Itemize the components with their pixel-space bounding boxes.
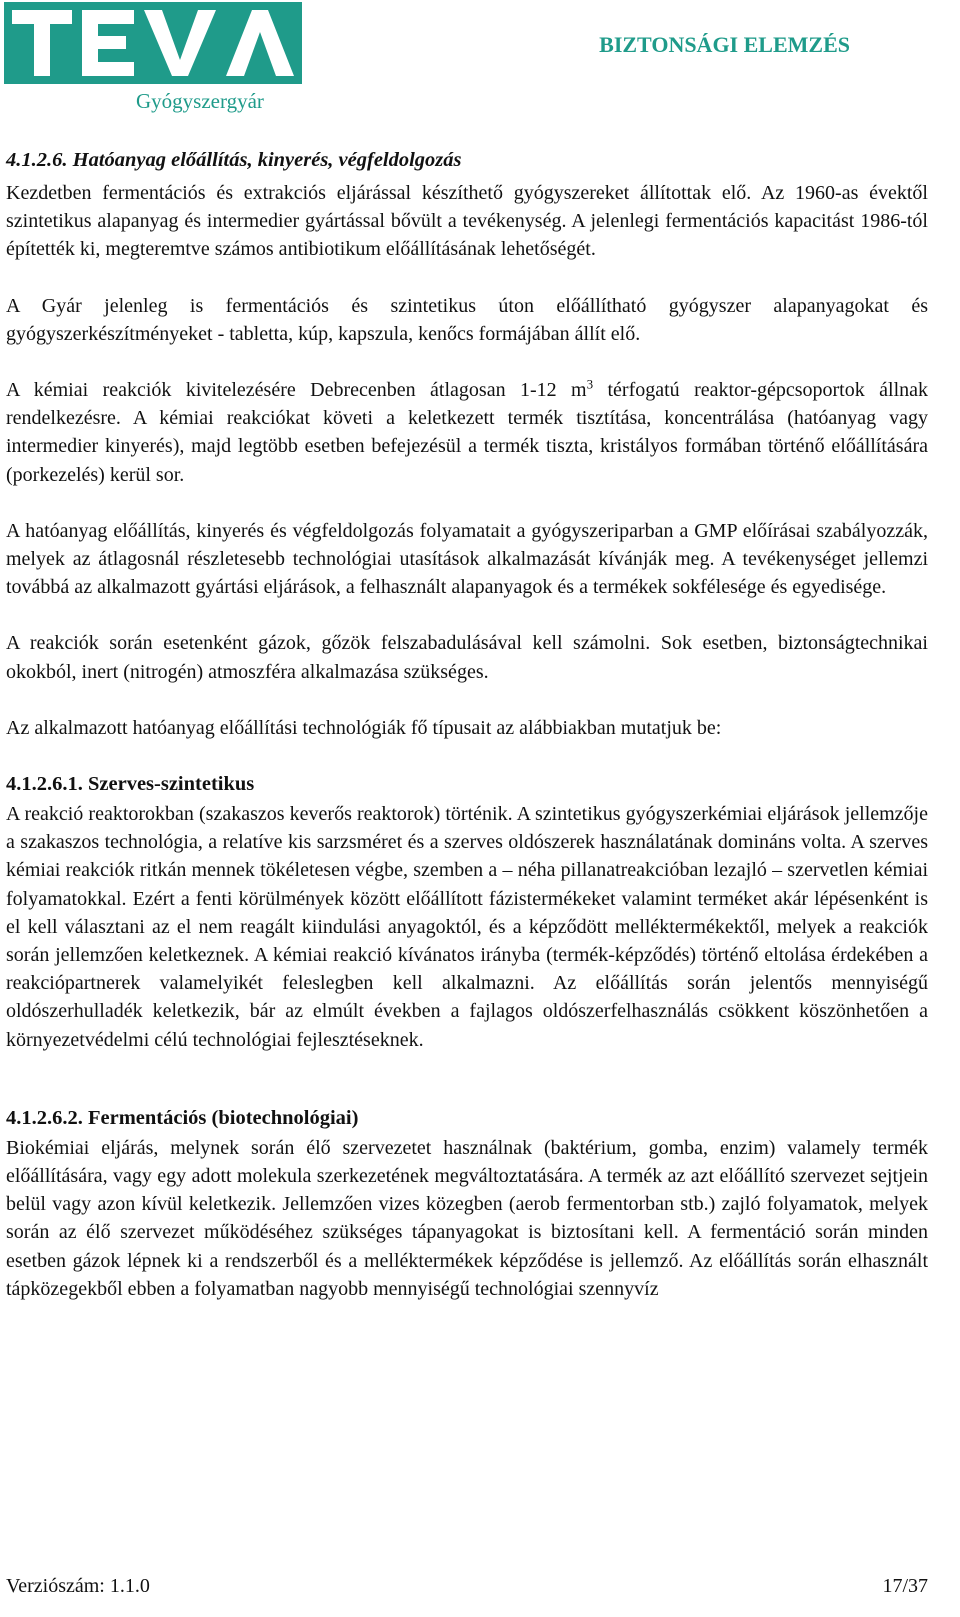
paragraph: Az alkalmazott hatóanyag előállítási technológiák fő típusait az alábbiakban mutatjuk be: — [6, 716, 722, 739]
paragraph-text: térfogatú reaktor-gépcsoportok állnak rendelkezésre. A kémiai reakciókat követi a keletkezett termék tisztítása, koncentrálása (hatóanyag vagy intermedier kinyerés), majd legtöbb esetben befejezésül a termék tiszta, kristályos formában történő előállítására (porkezelés) kerül sor. — [6, 379, 928, 486]
logo-subtitle: Gyógyszergyár — [136, 89, 264, 113]
subsection-heading: 4.1.2.6.1. Szerves-szintetikus — [6, 773, 255, 796]
section-heading: 4.1.2.6. Hatóanyag előállítás, kinyerés, végfeldolgozás — [6, 149, 462, 171]
paragraph: A hatóanyag előállítás, kinyerés és végfeldolgozás folyamatait a gyógyszeriparban a GMP előírásai szabályozzák, melyek az átlagosnál részletesebb technológiai utasítások alkalmazását kívánják meg. A tevékenységet jellemzi továbbá az alkalmazott gyártási eljárások, a felhasznált alapanyagok és a termékek sokfélesége és egyedisége. — [6, 519, 928, 599]
paragraph: Biokémiai eljárás, melynek során élő szervezetet használnak (baktérium, gomba, enzim) valamely termék előállítására, vagy egy adott molekula szerkezetének megváltoztatására. A termék az azt előállító szervezet sejtjein belül vagy azon kívül keletkezik. Jellemzően vizes közegben (aerob fermentorban stb.) zajló folyamatok, melyek során az élő szervezet működéséhez szükséges tápanyagokat is biztosítani kell. A fermentáció során minden esetben gázok lépnek ki a rendszerből és a melléktermékek képződése is jellemző. Az előállítás során elhasznált tápközegekből ebben a folyamatban nagyobb mennyiségű technológiai szennyvíz — [6, 1136, 928, 1300]
page-number: 17/37 — [882, 1575, 928, 1597]
page-footer — [6, 1575, 928, 1598]
paragraph: Kezdetben fermentációs és extrakciós eljárással készíthető gyógyszereket állítottak elő. Az 1960-as évektől szintetikus alapanyag és intermedier gyártással bővült a tevékenység. A jelenlegi fermentációs kapacitást 1986-tól építették ki, megteremtve számos antibiotikum előállításának lehetőségét. — [6, 182, 928, 261]
version-label: Verziószám: 1.1.0 — [6, 1575, 150, 1597]
paragraph-text: A kémiai reakciók kivitelezésére Debrecenben átlagosan 1-12 m — [6, 379, 587, 402]
subsection-heading: 4.1.2.6.2. Fermentációs (biotechnológiai) — [6, 1106, 359, 1129]
paragraph: A Gyár jelenleg is fermentációs és szintetikus úton előállítható gyógyszer alapanyagokat és gyógyszerkészítményeket - tabletta, kúp, kapszula, kenőcs formájában állít elő. — [6, 294, 928, 345]
paragraph — [6, 376, 928, 489]
paragraph: A reakció reaktorokban (szakaszos keverős reaktorok) történik. A szintetikus gyógyszerkémiai eljárások jellemzője a szakaszos technológia, a relatíve kis sarzsméret és a szerves oldószerek használatának domináns volta. A szerves kémiai reakciók ritkán mennek tökéletesen végbe, szemben a – néha pillanatreakcióban lezajló – szervetlen kémiai folyamatokkal. Ezért a fenti körülmények között előállított fázistermékeket valamint terméket akár lépésenként is el kell választani az el nem reagált kiindulási anyagoktól, és a képződött melléktermékektől, melyek a reakciók során jellemzően keletkeznek. A kémiai reakció kívánatos irányba (termék-képződés) történő eltolása érdekében a reakciópartnerek valamelyikét feleslegben kell alkalmazni. Az előállítás során jelentős mennyiségű oldószerhulladék keletkezik, bár az elmúlt években a fajlagos oldószerfelhasználás csökkent köszönhetően a környezetvédelmi célú technológiai fejlesztéseknek. — [6, 803, 928, 1051]
page-header — [0, 0, 960, 125]
document-body — [6, 146, 928, 1303]
teva-logo — [4, 2, 302, 84]
document-title: BIZTONSÁGI ELEMZÉS — [599, 32, 850, 57]
paragraph: A reakciók során esetenként gázok, gőzök felszabadulásával kell számolni. Sok esetben, biztonságtechnikai okokból, inert (nitrogén) atmoszféra alkalmazása szükséges. — [6, 632, 928, 683]
superscript: 3 — [586, 376, 594, 392]
